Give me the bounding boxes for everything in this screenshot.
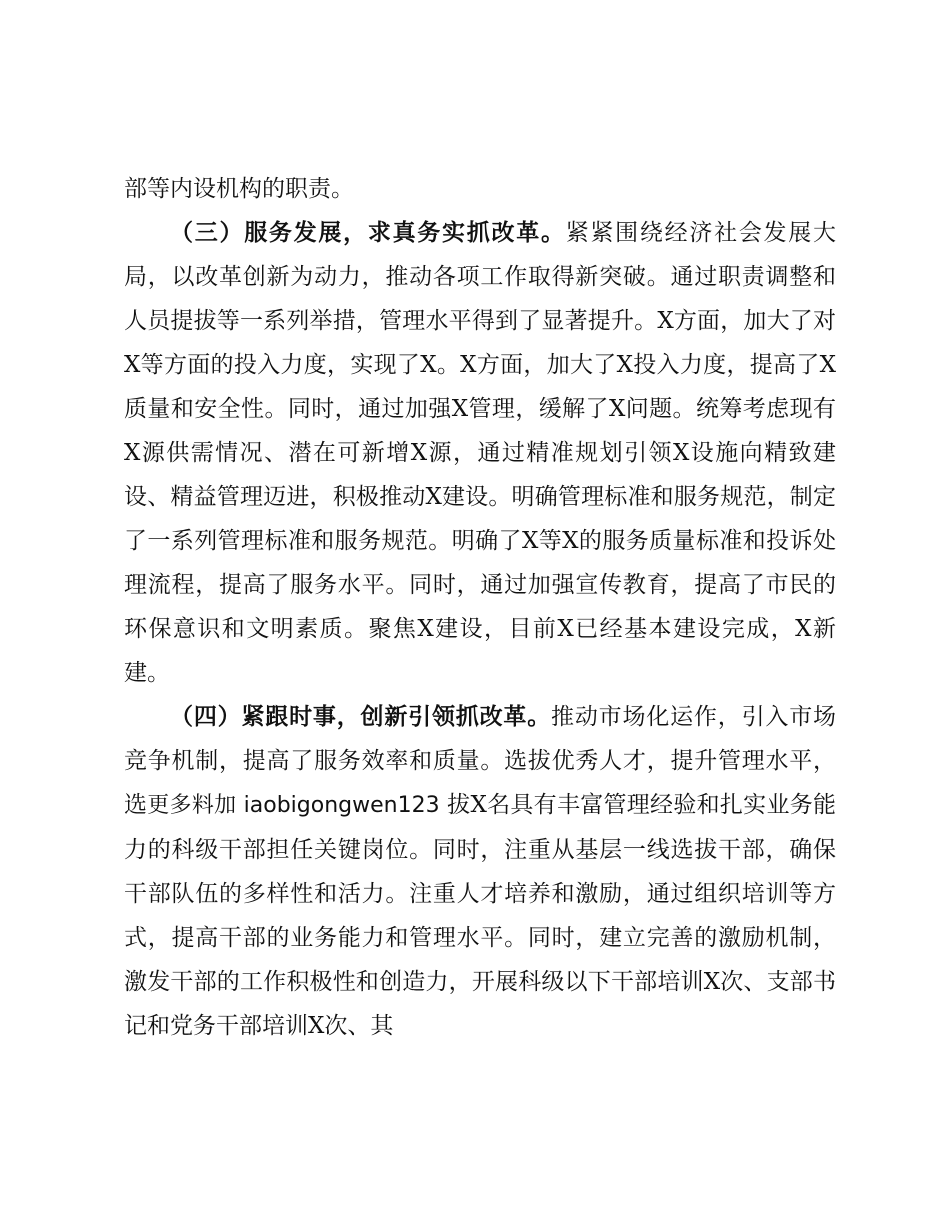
inline-watermark-text: 更多料加 iaobigongwen123 — [147, 793, 440, 818]
paragraph-continuation — [124, 167, 836, 211]
paragraph-section-four — [124, 695, 836, 1048]
paragraph-text: 部等内设机构的职责。 — [124, 176, 354, 202]
section-heading-three: （三）服务发展，求真务实抓改革。 — [170, 219, 566, 246]
paragraph-text: 推动市场化运作，引入市场竞争机制，提高了服务效率和质量。选拔优秀人才，提升管理水平，选 — [124, 704, 837, 818]
paragraph-section-three — [124, 211, 836, 695]
paragraph-text: 紧紧围绕经济社会发展大局，以改革创新为动力，推动各项工作取得新突破。通过职责调整和人员提拔等一系列举措，管理水平得到了显著提升。X方面，加大了对X等方面的投入力度，实现了X。X方面，加大了X投入力度，提高了X质量和安全性。同时，通过加强X管理，缓解了X问题。统筹考虑现有X源供需情况、潜在可新增X源，通过精准规划引领X设施向精致建设、精益管理迈进，积极推动X建设。明确管理标准和服务规范，制定了一系列管理标准和服务规范。明确了X等X的服务质量标准和投诉处理流程，提高了服务水平。同时，通过加强宣传教育，提高了市民的环保意识和文明素质。聚焦X建设，目前X已经基本建设完成，X新建。 — [124, 220, 837, 686]
paragraph-text: 拔X名具有丰富管理经验和扎实业务能力的科级干部担任关键岗位。同时，注重从基层一线选拔干部，确保干部队伍的多样性和活力。注重人才培养和激励，通过组织培训等方式，提高干部的业务能力和管理水平。同时，建立完善的激励机制，激发干部的工作积极性和创造力，开展科级以下干部培训X次、支部书记和党务干部培训X次、其 — [124, 792, 837, 1039]
section-heading-four: （四）紧跟时事，创新引领抓改革。 — [170, 703, 552, 730]
document-page — [124, 167, 836, 1048]
